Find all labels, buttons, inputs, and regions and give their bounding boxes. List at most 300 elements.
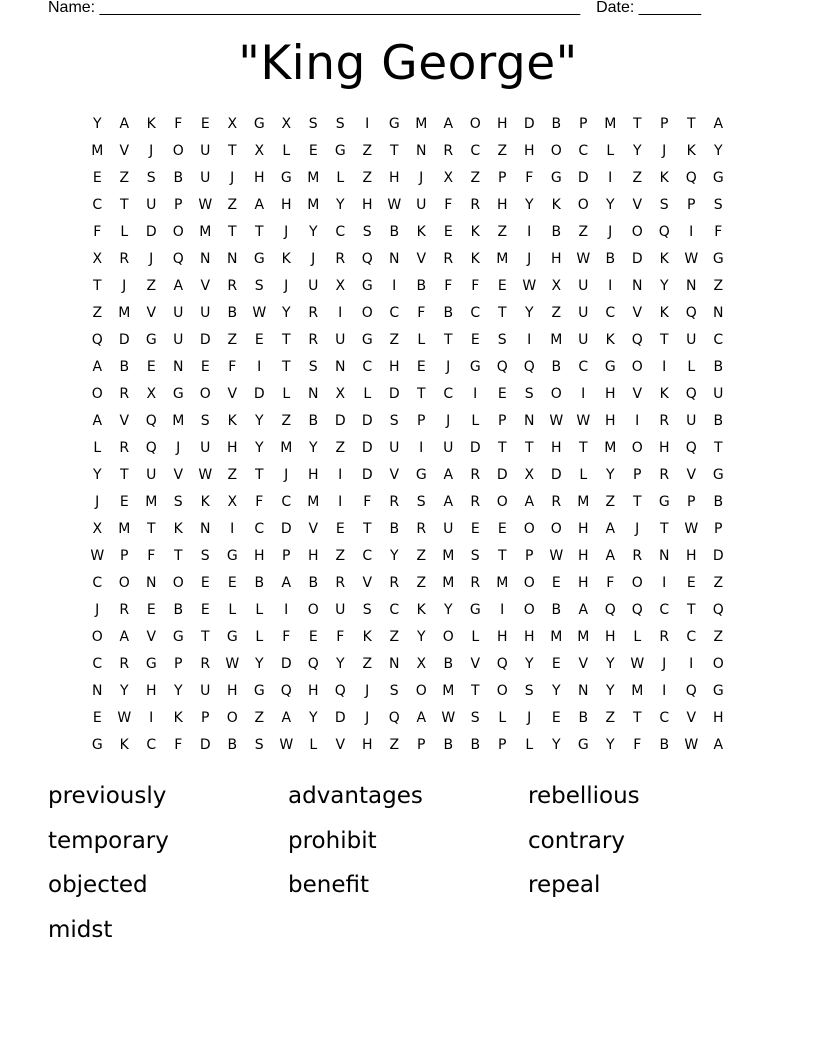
grid-letter: J (446, 413, 451, 429)
grid-letter: V (389, 467, 400, 483)
grid-letter: W (198, 467, 213, 483)
grid-letter: Z (497, 224, 508, 240)
grid-letter: W (630, 656, 645, 672)
grid-letter: T (146, 521, 157, 537)
grid-letter: C (470, 305, 481, 321)
grid-letter: U (416, 197, 427, 213)
grid-letter: Z (416, 575, 427, 591)
grid-letter: Z (605, 494, 616, 510)
grid-letter: H (496, 116, 509, 132)
grid-letter: E (146, 602, 157, 618)
grid-letter: J (149, 143, 154, 159)
grid-letter: P (201, 710, 210, 726)
grid-letter: C (362, 548, 373, 564)
grid-letter: P (282, 548, 291, 564)
grid-letter: H (550, 440, 563, 456)
grid-letter: Z (551, 305, 562, 321)
grid-letter: I (581, 386, 586, 402)
grid-letter: E (551, 710, 562, 726)
grid-letter: Z (713, 575, 724, 591)
grid-letter: V (686, 467, 697, 483)
grid-letter: H (685, 548, 698, 564)
grid-letter: D (361, 413, 374, 429)
grid-letter: K (659, 170, 670, 186)
grid-letter: Y (713, 143, 724, 159)
grid-letter: Y (605, 683, 616, 699)
grid-letter: G (253, 251, 266, 267)
grid-letter: F (525, 170, 534, 186)
grid-letter: D (361, 467, 374, 483)
grid-letter: N (389, 656, 400, 672)
grid-letter: B (659, 737, 670, 753)
word-list-item: objected (48, 872, 148, 898)
grid-letter: H (361, 197, 374, 213)
grid-letter: G (388, 116, 401, 132)
grid-letter: D (334, 710, 347, 726)
grid-letter: E (551, 656, 562, 672)
grid-letter: Y (335, 197, 346, 213)
grid-letter: J (230, 170, 235, 186)
grid-letter: D (469, 440, 482, 456)
grid-letter: T (119, 197, 130, 213)
grid-letter: R (335, 251, 346, 267)
grid-letter: A (713, 737, 724, 753)
grid-letter: I (608, 170, 613, 186)
grid-letter: S (254, 278, 265, 294)
grid-letter: E (686, 575, 697, 591)
grid-letter: I (662, 683, 667, 699)
grid-letter: M (118, 521, 131, 537)
grid-letter: D (523, 116, 536, 132)
grid-letter: G (712, 170, 725, 186)
grid-letter: O (550, 521, 563, 537)
grid-letter: M (307, 197, 320, 213)
grid-letter: O (442, 629, 455, 645)
grid-letter: X (335, 278, 346, 294)
grid-letter: A (119, 629, 130, 645)
grid-letter: U (443, 440, 454, 456)
grid-letter: Y (119, 683, 130, 699)
grid-letter: N (200, 251, 211, 267)
grid-letter: A (281, 710, 292, 726)
grid-letter: W (684, 521, 699, 537)
grid-letter: C (389, 602, 400, 618)
grid-letter: B (443, 656, 454, 672)
grid-letter: U (713, 386, 724, 402)
grid-letter: D (631, 251, 644, 267)
grid-letter: O (631, 575, 644, 591)
grid-letter: B (470, 737, 481, 753)
grid-letter: T (119, 467, 130, 483)
grid-letter: T (92, 278, 103, 294)
grid-letter: A (92, 413, 103, 429)
grid-letter: T (254, 467, 265, 483)
grid-letter: N (308, 386, 319, 402)
grid-letter: S (713, 197, 724, 213)
grid-letter: S (524, 386, 535, 402)
grid-letter: S (308, 116, 319, 132)
grid-letter: J (284, 224, 289, 240)
grid-letter: L (471, 413, 480, 429)
grid-letter: V (335, 737, 346, 753)
grid-letter: R (200, 656, 211, 672)
grid-letter: W (252, 305, 267, 321)
grid-letter: W (522, 278, 537, 294)
grid-letter: C (659, 710, 670, 726)
grid-letter: M (307, 170, 320, 186)
grid-letter: U (308, 278, 319, 294)
grid-letter: T (632, 710, 643, 726)
grid-letter: H (658, 440, 671, 456)
grid-letter: W (198, 197, 213, 213)
grid-letter: U (200, 143, 211, 159)
grid-letter: Z (713, 278, 724, 294)
grid-letter: O (577, 197, 590, 213)
grid-letter: O (496, 494, 509, 510)
grid-letter: Z (605, 710, 616, 726)
grid-letter: L (525, 737, 534, 753)
grid-letter: N (389, 251, 400, 267)
grid-letter: O (361, 305, 374, 321)
grid-letter: D (712, 548, 725, 564)
grid-letter: U (578, 332, 589, 348)
grid-letter: N (578, 683, 589, 699)
grid-letter: O (415, 683, 428, 699)
grid-letter: A (173, 278, 184, 294)
grid-letter: C (254, 521, 265, 537)
grid-letter: Z (470, 170, 481, 186)
grid-letter: B (389, 224, 400, 240)
grid-letter: H (388, 170, 401, 186)
grid-letter: I (527, 332, 532, 348)
grid-letter: N (335, 359, 346, 375)
grid-letter: F (174, 116, 183, 132)
grid-letter: L (93, 440, 102, 456)
grid-letter: Q (145, 413, 158, 429)
grid-letter: B (119, 359, 130, 375)
grid-letter: V (416, 251, 427, 267)
grid-letter: D (334, 413, 347, 429)
grid-letter: C (92, 197, 103, 213)
grid-letter: I (500, 602, 505, 618)
grid-letter: B (173, 170, 184, 186)
grid-letter: I (419, 440, 424, 456)
grid-letter: I (527, 224, 532, 240)
grid-letter: Q (658, 224, 671, 240)
grid-letter: E (470, 521, 481, 537)
grid-letter: Z (146, 278, 157, 294)
grid-letter: Q (361, 251, 374, 267)
grid-letter: J (446, 359, 451, 375)
grid-letter: A (578, 602, 589, 618)
grid-letter: D (496, 467, 509, 483)
grid-letter: Y (92, 116, 103, 132)
grid-letter: R (659, 467, 670, 483)
grid-letter: I (149, 710, 154, 726)
grid-letter: W (387, 197, 402, 213)
grid-letter: E (200, 602, 211, 618)
grid-letter: V (227, 386, 238, 402)
grid-letter: F (174, 737, 183, 753)
grid-letter: Y (389, 548, 400, 564)
grid-letter: X (443, 170, 454, 186)
word-list-item: contrary (528, 827, 625, 854)
grid-letter: D (145, 224, 158, 240)
grid-letter: K (146, 116, 157, 132)
grid-letter: R (308, 305, 319, 321)
grid-letter: P (417, 737, 426, 753)
grid-letter: J (419, 170, 424, 186)
grid-letter: F (714, 224, 723, 240)
grid-letter: V (632, 305, 643, 321)
grid-letter: I (338, 305, 343, 321)
grid-letter: R (659, 413, 670, 429)
grid-letter: B (551, 359, 562, 375)
grid-letter: L (687, 359, 696, 375)
grid-letter: B (551, 116, 562, 132)
grid-letter: H (604, 386, 617, 402)
grid-letter: V (173, 467, 184, 483)
grid-letter: O (91, 386, 104, 402)
grid-letter: E (92, 710, 103, 726)
word-list-item: rebellious (528, 783, 640, 809)
grid-letter: M (118, 305, 131, 321)
grid-letter: M (496, 575, 509, 591)
grid-letter: U (173, 305, 184, 321)
grid-letter: C (578, 143, 589, 159)
grid-letter: L (363, 386, 372, 402)
grid-letter: E (308, 629, 319, 645)
grid-letter: Y (632, 143, 643, 159)
grid-letter: T (281, 332, 292, 348)
grid-letter: T (497, 440, 508, 456)
grid-letter: V (632, 197, 643, 213)
grid-letter: E (443, 224, 454, 240)
grid-letter: U (686, 332, 697, 348)
grid-letter: T (200, 629, 211, 645)
grid-letter: Q (334, 683, 347, 699)
grid-letter: N (200, 521, 211, 537)
grid-letter: S (659, 197, 670, 213)
grid-letter: U (443, 521, 454, 537)
grid-letter: R (470, 494, 481, 510)
grid-letter: U (200, 170, 211, 186)
grid-letter: X (227, 494, 238, 510)
grid-letter: R (551, 494, 562, 510)
grid-letter: B (578, 710, 589, 726)
grid-letter: B (443, 305, 454, 321)
grid-letter: K (173, 521, 184, 537)
grid-letter: P (525, 548, 534, 564)
grid-letter: E (416, 359, 427, 375)
grid-letter: Z (227, 332, 238, 348)
grid-letter: A (713, 116, 724, 132)
grid-letter: O (631, 359, 644, 375)
grid-letter: B (551, 602, 562, 618)
grid-letter: Q (685, 170, 698, 186)
grid-letter: M (442, 683, 455, 699)
date-field-label: Date: _______ (596, 0, 702, 16)
grid-letter: O (631, 224, 644, 240)
grid-letter: O (199, 386, 212, 402)
grid-letter: P (498, 737, 507, 753)
grid-letter: G (604, 359, 617, 375)
grid-letter: I (284, 602, 289, 618)
grid-letter: Y (281, 305, 292, 321)
grid-letter: Y (443, 602, 454, 618)
grid-letter: V (686, 710, 697, 726)
grid-letter: T (497, 548, 508, 564)
puzzle-title: "King George" (238, 36, 578, 91)
grid-letter: Z (281, 413, 292, 429)
grid-letter: B (173, 602, 184, 618)
grid-letter: E (146, 359, 157, 375)
grid-letter: S (200, 548, 211, 564)
grid-letter: Y (524, 656, 535, 672)
grid-letter: X (227, 116, 238, 132)
grid-letter: Q (496, 656, 509, 672)
grid-letter: M (442, 575, 455, 591)
grid-letter: L (336, 170, 345, 186)
grid-letter: O (550, 386, 563, 402)
grid-letter: G (172, 629, 185, 645)
grid-letter: Z (416, 548, 427, 564)
grid-letter: O (631, 440, 644, 456)
grid-letter: I (608, 278, 613, 294)
grid-letter: G (469, 602, 482, 618)
grid-letter: M (604, 440, 617, 456)
grid-letter: N (713, 305, 724, 321)
grid-letter: Z (389, 332, 400, 348)
grid-letter: E (497, 278, 508, 294)
grid-letter: Y (254, 440, 265, 456)
grid-letter: R (659, 629, 670, 645)
grid-letter: T (470, 683, 481, 699)
grid-letter: J (527, 251, 532, 267)
grid-letter: F (444, 197, 453, 213)
grid-letter: Y (416, 629, 427, 645)
grid-letter: P (633, 467, 642, 483)
grid-letter: K (605, 332, 616, 348)
grid-letter: B (389, 521, 400, 537)
grid-letter: B (551, 224, 562, 240)
word-list-item: midst (48, 916, 113, 943)
grid-letter: P (174, 656, 183, 672)
grid-letter: A (416, 710, 427, 726)
grid-letter: S (470, 548, 481, 564)
grid-letter: T (686, 116, 697, 132)
grid-letter: M (604, 116, 617, 132)
grid-letter: Z (362, 656, 373, 672)
grid-letter: Q (91, 332, 104, 348)
grid-letter: J (149, 251, 154, 267)
grid-letter: V (119, 143, 130, 159)
grid-letter: Y (605, 197, 616, 213)
grid-letter: M (550, 332, 563, 348)
grid-letter: Q (388, 710, 401, 726)
grid-letter: W (684, 737, 699, 753)
grid-letter: Z (335, 548, 346, 564)
grid-letter: H (577, 521, 590, 537)
grid-letter: S (497, 332, 508, 348)
grid-letter: K (416, 602, 427, 618)
grid-letter: G (550, 170, 563, 186)
grid-letter: A (443, 116, 454, 132)
grid-letter: H (253, 170, 266, 186)
grid-letter: C (605, 305, 616, 321)
grid-letter: C (578, 359, 589, 375)
grid-letter: N (632, 278, 643, 294)
grid-letter: G (361, 278, 374, 294)
grid-letter: Q (685, 683, 698, 699)
grid-letter: Q (523, 359, 536, 375)
grid-letter: T (227, 224, 238, 240)
grid-letter: J (284, 467, 289, 483)
grid-letter: H (523, 629, 536, 645)
grid-letter: W (279, 737, 294, 753)
grid-letter: B (713, 413, 724, 429)
grid-letter: L (633, 629, 642, 645)
grid-letter: S (254, 737, 265, 753)
grid-letter: V (146, 305, 157, 321)
grid-letter: L (255, 629, 264, 645)
grid-letter: O (550, 143, 563, 159)
grid-letter: S (389, 413, 400, 429)
grid-letter: Y (308, 710, 319, 726)
grid-letter: K (173, 710, 184, 726)
grid-letter: A (281, 575, 292, 591)
grid-letter: Y (308, 440, 319, 456)
grid-letter: P (498, 413, 507, 429)
grid-letter: P (498, 170, 507, 186)
grid-letter: U (335, 332, 346, 348)
grid-letter: L (255, 602, 264, 618)
grid-letter: O (523, 521, 536, 537)
grid-letter: L (282, 143, 291, 159)
grid-letter: U (146, 467, 157, 483)
grid-letter: P (579, 116, 588, 132)
word-list-item: benefit (288, 872, 369, 898)
grid-letter: N (686, 278, 697, 294)
grid-letter: V (470, 656, 481, 672)
word-list-item: temporary (48, 827, 169, 854)
grid-letter: D (199, 332, 212, 348)
grid-letter: D (550, 467, 563, 483)
grid-letter: F (147, 548, 156, 564)
grid-letter: H (712, 710, 725, 726)
grid-letter: Q (145, 440, 158, 456)
grid-letter: C (470, 143, 481, 159)
grid-letter: N (173, 359, 184, 375)
grid-letter: M (496, 251, 509, 267)
grid-letter: Z (362, 170, 373, 186)
grid-letter: Q (685, 440, 698, 456)
grid-letter: P (714, 521, 723, 537)
grid-letter: W (576, 251, 591, 267)
grid-letter: J (311, 251, 316, 267)
grid-letter: C (362, 359, 373, 375)
grid-letter: H (496, 629, 509, 645)
grid-letter: T (497, 305, 508, 321)
grid-letter: R (416, 521, 427, 537)
grid-letter: M (577, 629, 590, 645)
grid-letter: U (578, 278, 589, 294)
grid-letter: R (119, 656, 130, 672)
grid-letter: J (662, 143, 667, 159)
grid-letter: G (172, 386, 185, 402)
grid-letter: E (254, 332, 265, 348)
name-field-label: Name: ______________________________________________________ (48, 0, 581, 16)
